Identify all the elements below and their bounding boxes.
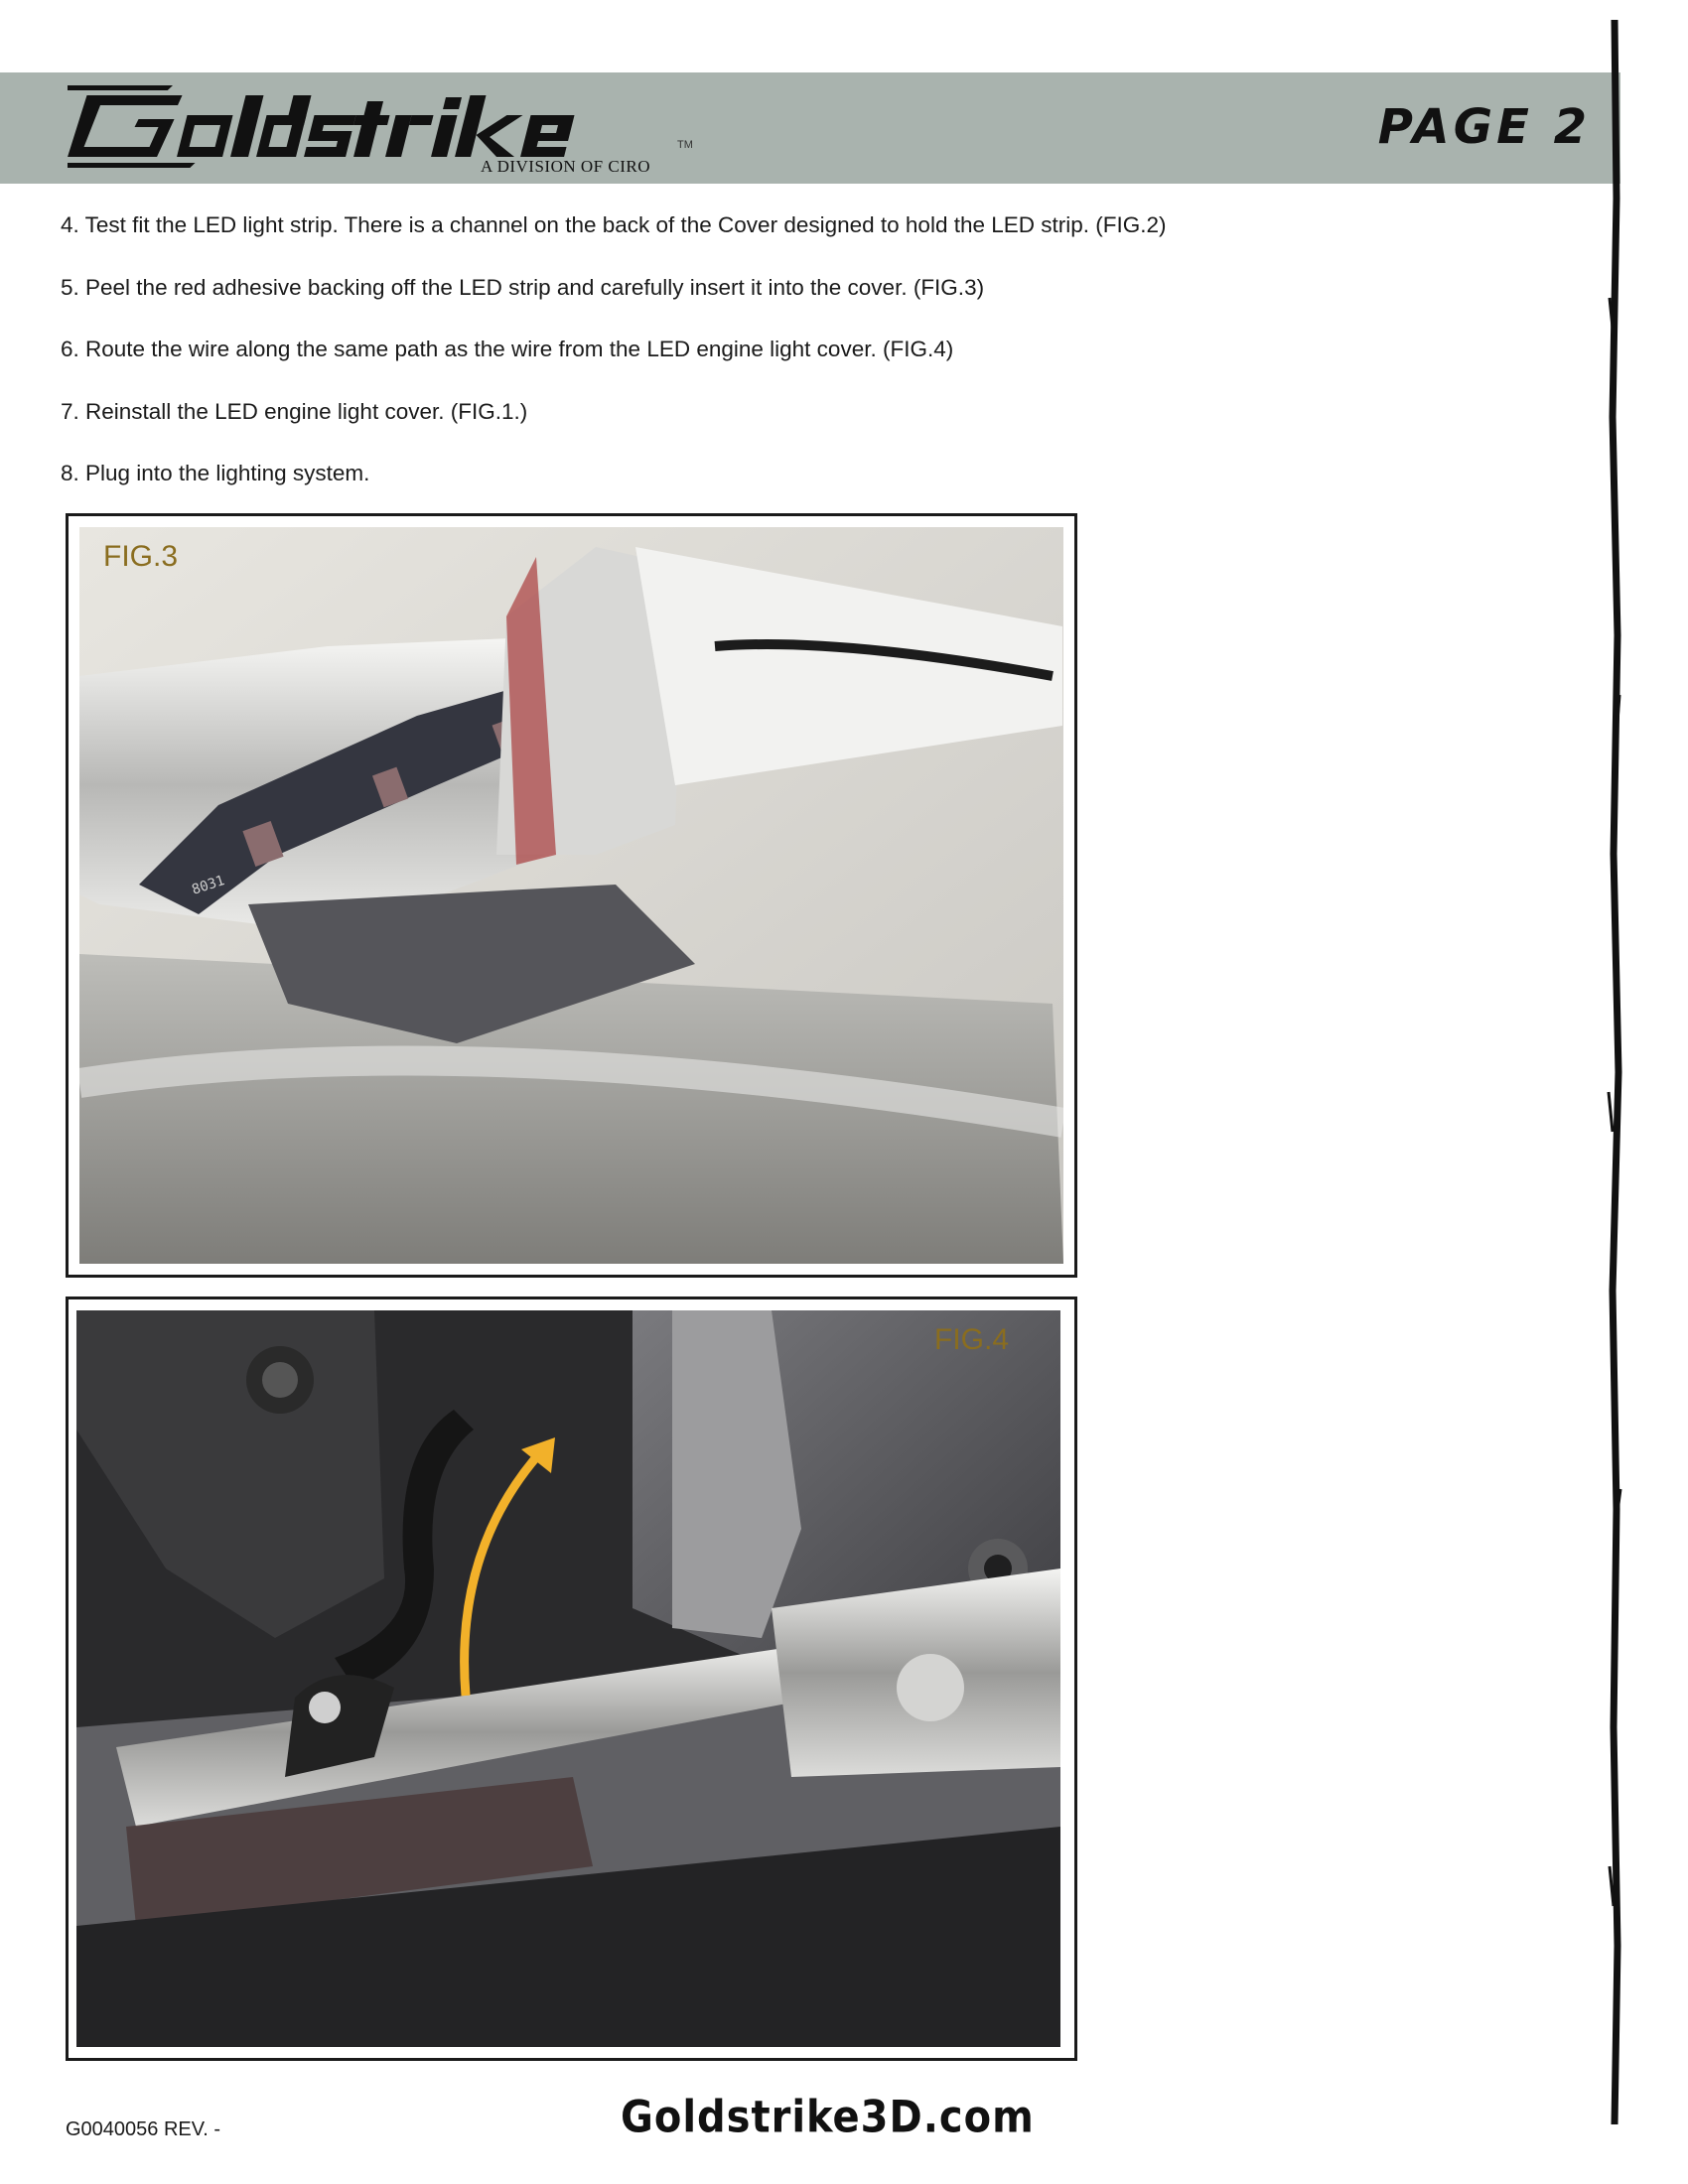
step-7: 7. Reinstall the LED engine light cover. (FIG.1.): [61, 398, 528, 424]
page-number-label: PAGE 2: [1377, 99, 1591, 155]
step-5: 5. Peel the red adhesive backing off the LED strip and carefully insert it into the cover. (FIG.3): [61, 274, 985, 300]
logo-letter-r: [385, 115, 411, 157]
figure-4-label: FIG.4: [934, 1323, 1010, 1356]
figure-4-photo: [76, 1310, 1060, 2047]
figure-3-photo: [79, 527, 1063, 1264]
goldstrike-logo: [68, 77, 713, 181]
step-4: 4. Test fit the LED light strip. There is a channel on the back of the Cover designed to hold the LED strip. (FIG.2): [61, 212, 1167, 237]
step-6: 6. Route the wire along the same path as the wire from the LED engine light cover. (FIG.4): [61, 337, 954, 361]
step-8: 8. Plug into the lighting system.: [61, 461, 370, 485]
torn-edge-line: [1607, 0, 1622, 2184]
led-strip-marking: 8031: [190, 873, 227, 898]
logo-letter-g: [68, 95, 182, 157]
logo-letter-s: [304, 115, 355, 157]
document-number: G0040056 REV. -: [66, 2118, 221, 2140]
logo-swoosh: [68, 85, 173, 90]
figure-3-label: FIG.3: [103, 540, 179, 573]
logo-trademark: TM: [677, 139, 693, 151]
led-strip-cover-image: [79, 527, 1063, 1264]
figure-3: [66, 513, 1077, 1278]
instruction-steps: [61, 210, 1530, 521]
logo-letter-e: [520, 115, 574, 157]
logo-subtitle: A DIVISION OF CIRO: [481, 157, 650, 176]
logo-letter-t: [353, 101, 383, 157]
logo-letter-i: [431, 115, 457, 157]
figure-4: [66, 1297, 1077, 2061]
wire-routing-image: [76, 1310, 1060, 2047]
website-url: Goldstrike3D.com: [621, 2092, 1035, 2143]
